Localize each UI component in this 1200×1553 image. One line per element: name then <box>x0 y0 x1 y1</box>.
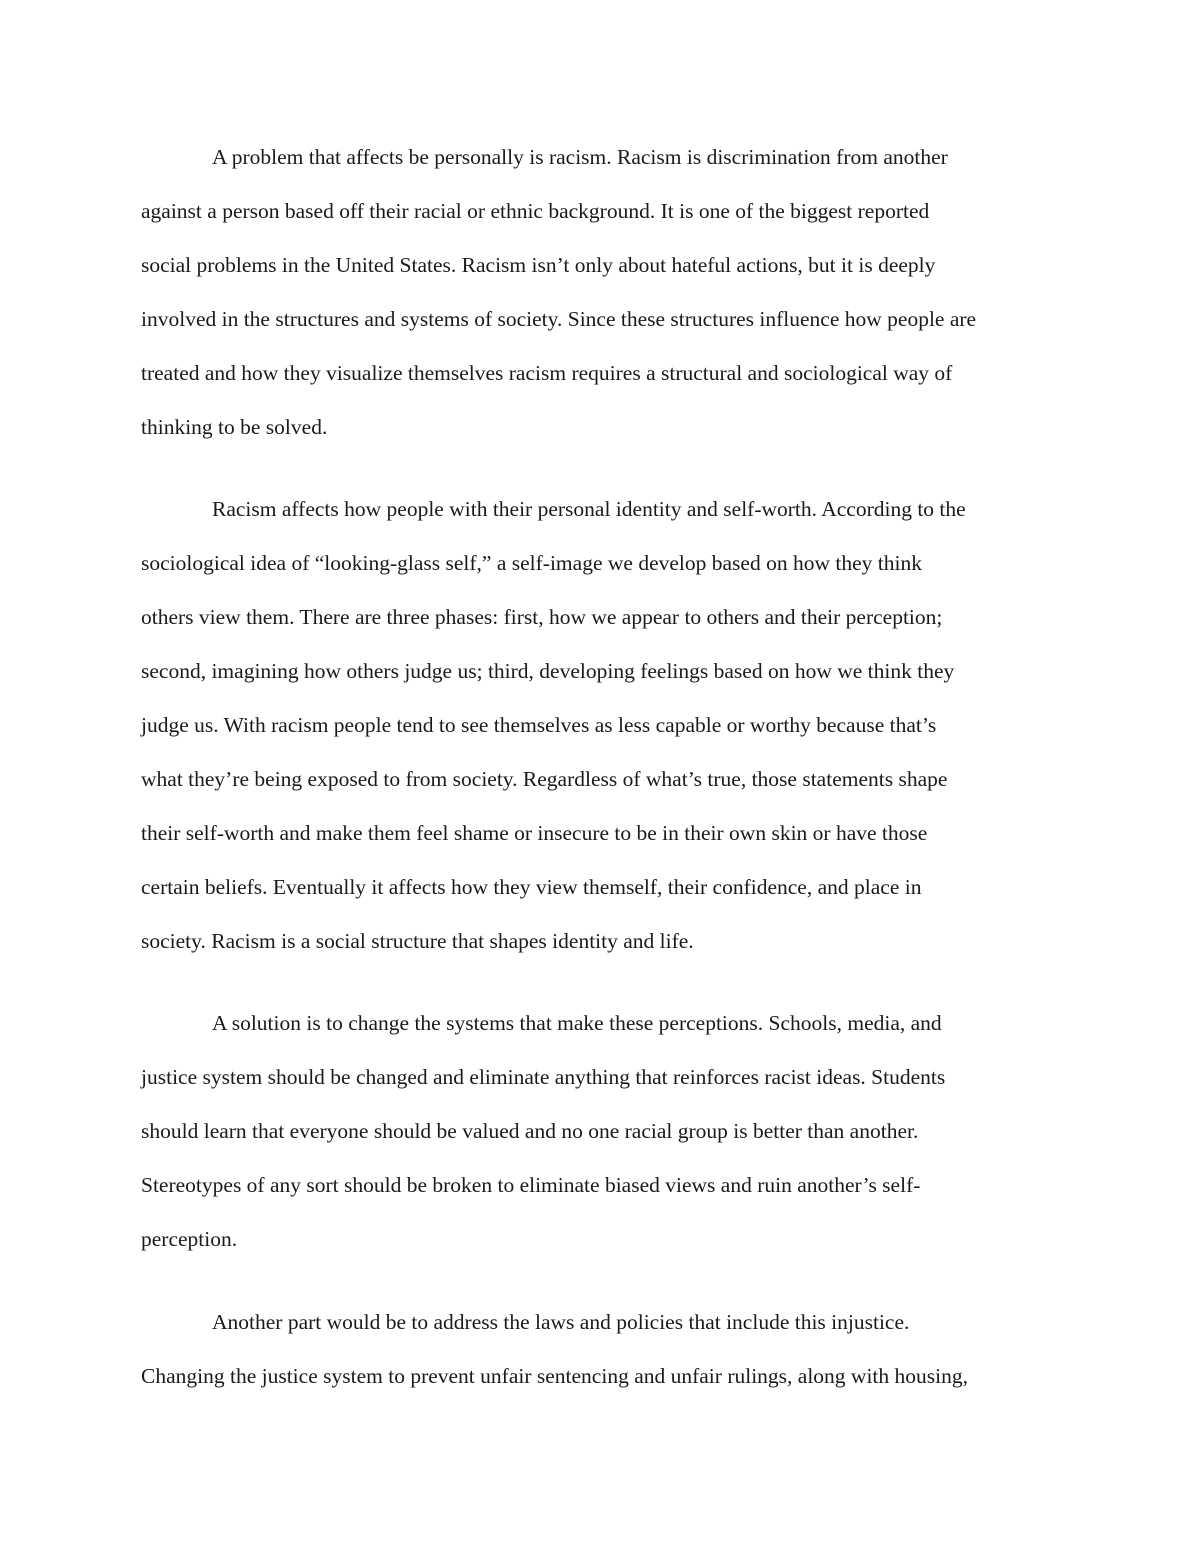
paragraph-1-line-2: against a person based off their racial or ethnic background. It is one of the biggest reported <box>141 199 930 223</box>
paragraph-2-line-9: society. Racism is a social structure that shapes identity and life. <box>141 929 694 953</box>
paragraph-2-line-6: what they’re being exposed to from society. Regardless of what’s true, those statements shape <box>141 767 948 791</box>
paragraph-4-line-2: Changing the justice system to prevent unfair sentencing and unfair rulings, along with housing, <box>141 1364 968 1388</box>
paragraph-3-line-4: Stereotypes of any sort should be broken to eliminate biased views and ruin another’s self- <box>141 1173 921 1197</box>
paragraph-1-line-3: social problems in the United States. Racism isn’t only about hateful actions, but it is deeply <box>141 253 936 277</box>
paragraph-2-line-8: certain beliefs. Eventually it affects how they view themself, their confidence, and place in <box>141 875 922 899</box>
paragraph-1-line-6: thinking to be solved. <box>141 415 328 439</box>
paragraph-1-line-5: treated and how they visualize themselves racism requires a structural and sociological way of <box>141 361 953 385</box>
paragraph-2-line-5: judge us. With racism people tend to see themselves as less capable or worthy because that’s <box>141 713 937 737</box>
paragraph-3-line-3: should learn that everyone should be valued and no one racial group is better than another. <box>141 1119 919 1143</box>
paragraph-2-line-3: others view them. There are three phases: first, how we appear to others and their perception; <box>141 605 943 629</box>
paragraph-2-line-2: sociological idea of “looking-glass self,” a self-image we develop based on how they think <box>141 551 922 575</box>
paragraph-2-line-4: second, imagining how others judge us; third, developing feelings based on how we think they <box>141 659 955 683</box>
paragraph-4-line-1: Another part would be to address the laws and policies that include this injustice. <box>212 1310 910 1334</box>
paragraph-2-line-1: Racism affects how people with their personal identity and self-worth. According to the <box>212 497 966 521</box>
paragraph-3-line-2: justice system should be changed and eliminate anything that reinforces racist ideas. Students <box>141 1065 946 1089</box>
paragraph-1-line-1: A problem that affects be personally is racism. Racism is discrimination from another <box>212 145 948 169</box>
paragraph-3-line-5: perception. <box>141 1227 238 1251</box>
paragraph-3-line-1: A solution is to change the systems that make these perceptions. Schools, media, and <box>212 1011 942 1035</box>
paragraph-2-line-7: their self-worth and make them feel shame or insecure to be in their own skin or have those <box>141 821 928 845</box>
paragraph-1-line-4: involved in the structures and systems of society. Since these structures influence how people are <box>141 307 977 331</box>
